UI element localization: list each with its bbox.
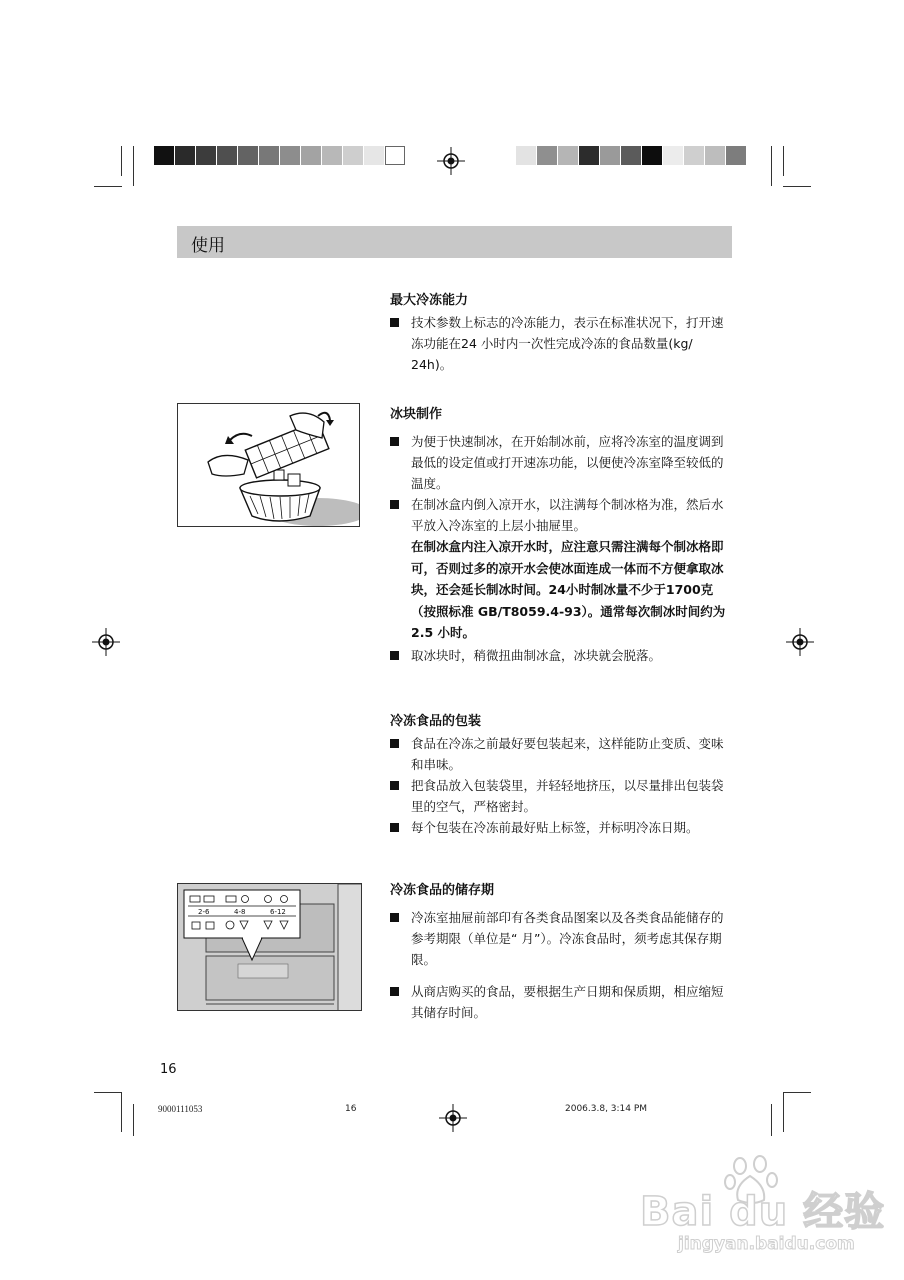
color-swatch	[726, 146, 746, 165]
color-swatch	[600, 146, 620, 165]
list-item: 为便于快速制冰，在开始制冰前，应将冷冻室的温度调到最低的设定值或打开速冻功能，以便使冷冻室降至较低的温度。	[390, 431, 735, 494]
registration-mark-icon	[437, 147, 465, 175]
footer-code: 9000111053	[158, 1104, 203, 1114]
list-item: 每个包装在冷冻前最好贴上标签，并标明冷冻日期。	[390, 817, 735, 838]
bullet-icon	[390, 651, 399, 660]
storage-period-label: 2-6	[198, 908, 210, 916]
color-swatch	[364, 146, 384, 165]
color-swatch	[621, 146, 641, 165]
color-calibration-bar-right	[516, 146, 747, 165]
list-item: 冷冻室抽屉前部印有各类食品图案以及各类食品能储存的参考期限（单位是“ 月”）。冷冻食品时，须考虑其保存期限。	[390, 907, 735, 970]
crop-mark	[771, 146, 772, 186]
bullet-icon	[390, 437, 399, 446]
page-number: 16	[160, 1062, 177, 1077]
heading-packaging: 冷冻食品的包装	[390, 714, 482, 729]
color-swatch	[516, 146, 536, 165]
list-item: 技术参数上标志的冷冻能力，表示在标准状况下，打开速冻功能在24 小时内一次性完成冷冻的食品数量(kg/ 24h)。	[390, 312, 735, 375]
registration-mark-icon	[786, 628, 814, 656]
ice-making-note: 在制冰盒内注入凉开水时，应注意只需注满每个制冰格即可，否则过多的凉开水会使冰面连成一体而不方便拿取冰块，还会延长制冰时间。24小时制冰量不少于1700克（按照标准 GB/T8059.4-93）。通常每次制冰时间约为 2.5 小时。	[411, 539, 726, 640]
storage-period-label: 6-12	[270, 908, 286, 916]
footer-datetime: 2006.3.8, 3:14 PM	[565, 1104, 648, 1114]
heading-max-freeze: 最大冷冻能力	[390, 293, 469, 308]
watermark-brand: Bai du 经验	[640, 1189, 886, 1235]
footer-page: 16	[345, 1104, 357, 1114]
section-header-band	[177, 226, 732, 258]
color-swatch	[537, 146, 557, 165]
color-swatch	[238, 146, 258, 165]
bullet-icon	[390, 739, 399, 748]
color-swatch	[301, 146, 321, 165]
color-swatch	[684, 146, 704, 165]
color-swatch	[259, 146, 279, 165]
color-swatch	[579, 146, 599, 165]
color-swatch	[705, 146, 725, 165]
crop-mark	[133, 1104, 134, 1136]
bullet-icon	[390, 913, 399, 922]
list-item: 从商店购买的食品，要根据生产日期和保质期，相应缩短其储存时间。	[390, 981, 735, 1023]
ice-tray-illustration	[177, 403, 360, 527]
color-swatch	[217, 146, 237, 165]
crop-mark	[771, 1104, 772, 1136]
color-swatch	[196, 146, 216, 165]
color-swatch	[343, 146, 363, 165]
section-title: 使用	[191, 236, 225, 256]
registration-mark-icon	[92, 628, 120, 656]
baidu-jingyan-watermark	[640, 1150, 890, 1260]
list-item: 把食品放入包装袋里，并轻轻地挤压，以尽量排出包装袋里的空气，严格密封。	[390, 775, 735, 817]
crop-mark	[133, 146, 134, 186]
bullet-icon	[390, 318, 399, 327]
list-item: 食品在冷冻之前最好要包装起来，这样能防止变质、变味和串味。	[390, 733, 735, 775]
heading-storage: 冷冻食品的储存期	[390, 883, 495, 898]
color-swatch	[385, 146, 405, 165]
color-calibration-bar-left	[154, 146, 406, 165]
list-item: 在制冰盒内倒入凉开水，以注满每个制冰格为准，然后水平放入冷冻室的上层小抽屉里。	[390, 494, 735, 536]
color-swatch	[663, 146, 683, 165]
crop-mark	[783, 1092, 811, 1093]
crop-mark	[94, 1092, 122, 1093]
crop-mark	[94, 186, 122, 187]
crop-mark	[121, 146, 122, 176]
crop-mark	[783, 1092, 784, 1132]
bullet-icon	[390, 781, 399, 790]
color-swatch	[280, 146, 300, 165]
crop-mark	[783, 146, 784, 176]
freezer-drawer-illustration	[177, 883, 362, 1011]
list-item: 取冰块时，稍微扭曲制冰盒，冰块就会脱落。	[390, 645, 735, 666]
bullet-icon	[390, 823, 399, 832]
heading-ice-making: 冰块制作	[390, 407, 443, 422]
bullet-icon	[390, 987, 399, 996]
color-swatch	[175, 146, 195, 165]
color-swatch	[558, 146, 578, 165]
color-swatch	[154, 146, 174, 165]
freezer-drawer-drawing-icon	[178, 884, 362, 1011]
registration-mark-icon	[439, 1104, 467, 1132]
crop-mark	[121, 1092, 122, 1132]
crop-mark	[783, 186, 811, 187]
storage-period-label: 4-8	[234, 908, 246, 916]
color-swatch	[642, 146, 662, 165]
bullet-icon	[390, 500, 399, 509]
color-swatch	[322, 146, 342, 165]
ice-tray-drawing-icon	[178, 404, 360, 527]
watermark-url: jingyan.baidu.com	[678, 1234, 855, 1254]
